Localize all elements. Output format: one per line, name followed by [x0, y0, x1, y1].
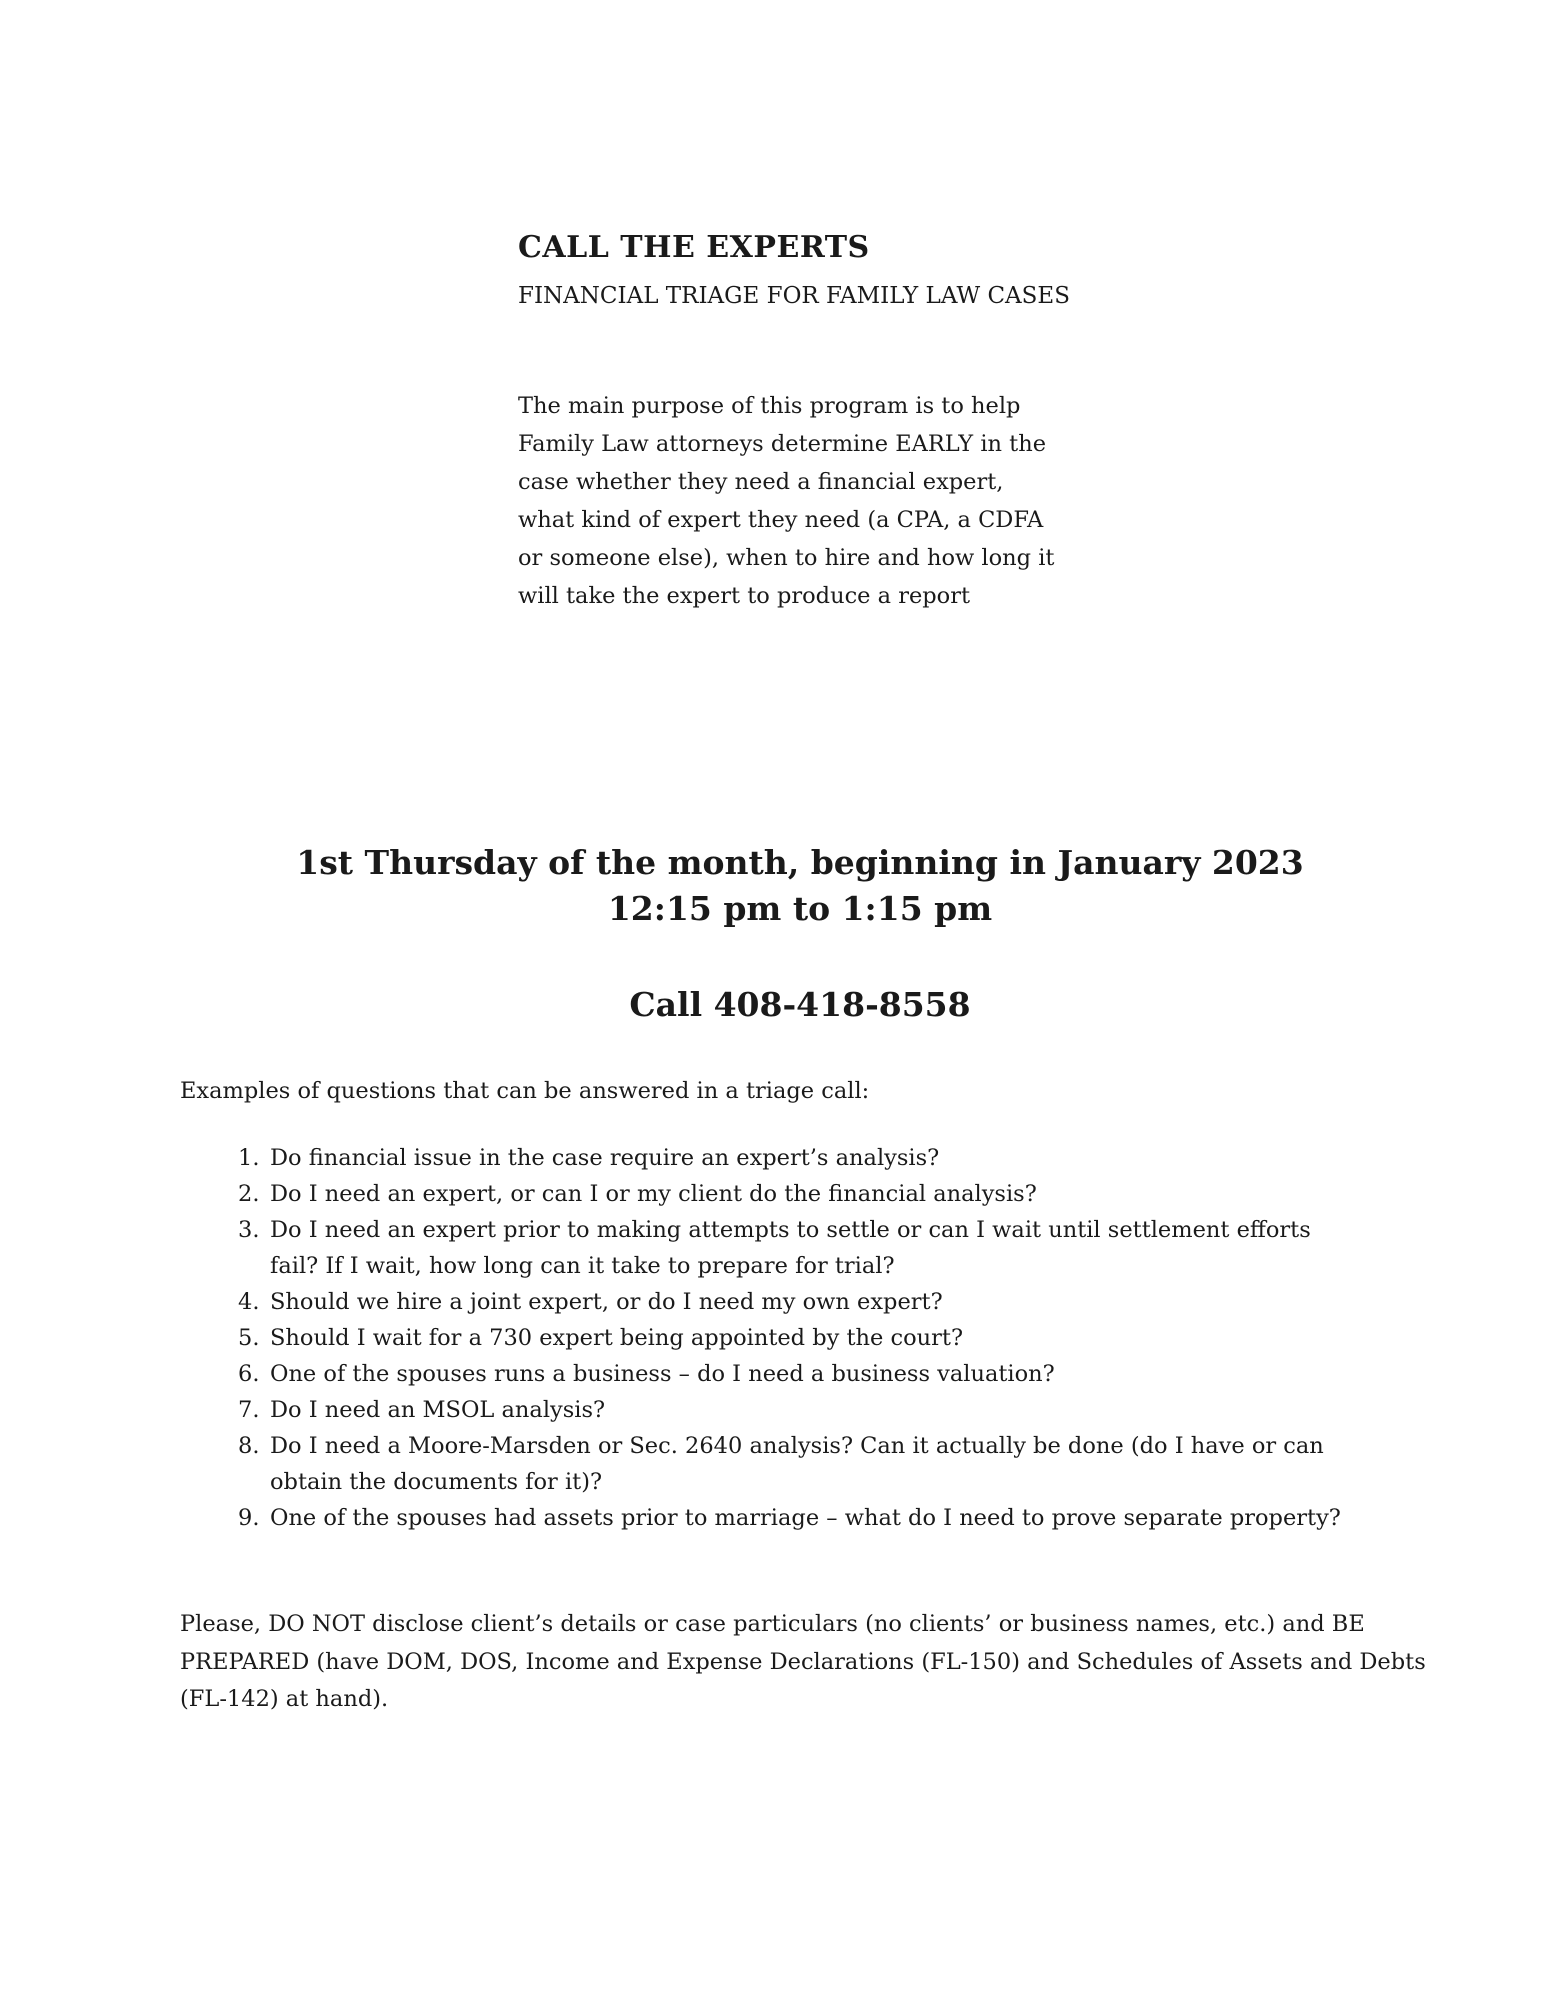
list-item: [180, 1500, 1440, 1536]
item-number: 1.: [238, 1145, 260, 1171]
item-number: 5.: [238, 1325, 260, 1351]
item-text: One of the spouses had assets prior to marriage – what do I need to prove separate property?: [270, 1505, 1341, 1531]
list-item: [180, 1140, 1440, 1176]
list-item: [180, 1428, 1440, 1500]
examples-heading: Examples of questions that can be answered in a triage call:: [180, 1078, 870, 1104]
item-number: 8.: [238, 1433, 260, 1459]
item-text: Do I need an expert prior to making attempts to settle or can I wait until settlement efforts fail? If I wait, how long can it take to prepare for trial?: [270, 1217, 1311, 1279]
item-number: 3.: [238, 1217, 260, 1243]
item-number: 9.: [238, 1505, 260, 1531]
notice-paragraph: Please, DO NOT disclose client’s details or case particulars (no clients’ or business names, etc.) and BE PREPARED (have DOM, DOS, Income and Expense Declarations (FL-150) and Schedules of Assets and Debts (FL-142) at hand).: [180, 1611, 1426, 1712]
schedule-block: [0, 840, 1545, 932]
document-title: CALL THE EXPERTS: [518, 230, 870, 265]
list-item: [180, 1320, 1440, 1356]
list-item: [180, 1356, 1440, 1392]
item-number: 2.: [238, 1181, 260, 1207]
item-text: Do financial issue in the case require an expert’s analysis?: [270, 1145, 940, 1171]
item-text: Do I need an MSOL analysis?: [270, 1397, 606, 1423]
item-number: 4.: [238, 1289, 260, 1315]
item-text: Should we hire a joint expert, or do I need my own expert?: [270, 1289, 943, 1315]
schedule-date: 1st Thursday of the month, beginning in January 2023: [296, 843, 1304, 882]
list-item: [180, 1212, 1440, 1284]
item-text: Do I need an expert, or can I or my client do the financial analysis?: [270, 1181, 1037, 1207]
item-text: Do I need a Moore-Marsden or Sec. 2640 analysis? Can it actually be done (do I have or can obtain the documents for it)?: [270, 1433, 1324, 1495]
item-text: One of the spouses runs a business – do I need a business valuation?: [270, 1361, 1055, 1387]
question-list: [180, 1140, 1440, 1536]
phone-number: Call 408-418-8558: [629, 985, 971, 1024]
intro-paragraph: The main purpose of this program is to help Family Law attorneys determine EARLY in the case whether they need a financial expert, what kind of expert they need (a CPA, a CDFA or someone else), when to hire and how long it will take the expert to produce a report: [518, 393, 1055, 609]
item-number: 7.: [238, 1397, 260, 1423]
schedule-time: 12:15 pm to 1:15 pm: [607, 889, 993, 928]
item-number: 6.: [238, 1361, 260, 1387]
item-text: Should I wait for a 730 expert being appointed by the court?: [270, 1325, 964, 1351]
document-subtitle: FINANCIAL TRIAGE FOR FAMILY LAW CASES: [518, 283, 1070, 309]
list-item: [180, 1284, 1440, 1320]
list-item: [180, 1176, 1440, 1212]
list-item: [180, 1392, 1440, 1428]
